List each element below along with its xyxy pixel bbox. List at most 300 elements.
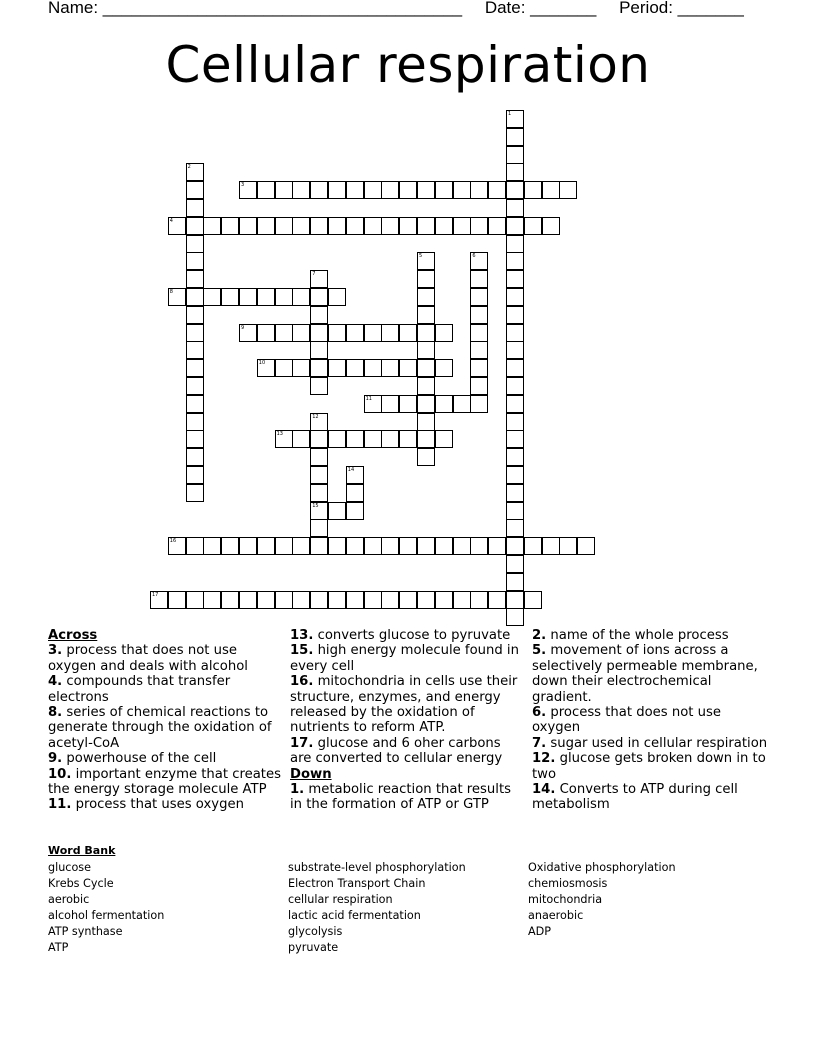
word-bank-item: chemiosmosis [528, 877, 608, 890]
grid-cell[interactable] [506, 217, 524, 235]
grid-cell[interactable] [470, 288, 488, 306]
grid-cell[interactable] [559, 537, 577, 555]
grid-cell[interactable] [310, 217, 328, 235]
grid-cell[interactable] [417, 537, 435, 555]
grid-cell[interactable] [346, 324, 364, 342]
clue-item [48, 797, 284, 812]
clue-number: 17. [290, 735, 314, 751]
grid-clue-number: 3 [241, 182, 245, 189]
clue-text: process that does not use oxygen [532, 705, 721, 736]
grid-cell[interactable] [168, 217, 186, 235]
grid-cell[interactable] [328, 591, 346, 609]
grid-cell[interactable] [203, 217, 221, 235]
grid-cell[interactable] [310, 181, 328, 199]
grid-cell[interactable] [417, 448, 435, 466]
grid-cell[interactable] [559, 181, 577, 199]
grid-cell[interactable] [506, 430, 524, 448]
grid-clue-number: 7 [312, 271, 316, 278]
grid-cell[interactable] [239, 181, 257, 199]
word-bank-column [48, 860, 164, 956]
grid-cell[interactable] [453, 217, 471, 235]
grid-cell[interactable] [417, 306, 435, 324]
grid-cell[interactable] [168, 591, 186, 609]
grid-cell[interactable] [203, 537, 221, 555]
grid-clue-number: 15 [312, 502, 319, 509]
grid-cell[interactable] [524, 217, 542, 235]
grid-cell[interactable] [417, 395, 435, 413]
clue-number: 7. [532, 735, 547, 751]
grid-cell[interactable] [470, 306, 488, 324]
grid-cell[interactable] [381, 181, 399, 199]
word-bank-item: pyruvate [288, 941, 339, 954]
grid-cell[interactable] [310, 306, 328, 324]
grid-cell[interactable] [292, 181, 310, 199]
grid-cell[interactable] [364, 430, 382, 448]
grid-cell[interactable] [381, 395, 399, 413]
grid-cell[interactable] [524, 537, 542, 555]
clue-text: series of chemical reactions to generate through the oxidation of acetyl-CoA [48, 705, 272, 751]
grid-cell[interactable] [186, 270, 204, 288]
grid-cell[interactable] [506, 555, 524, 573]
grid-cell[interactable] [328, 430, 346, 448]
grid-cell[interactable] [488, 181, 506, 199]
grid-cell[interactable] [506, 608, 524, 626]
clue-number: 2. [532, 628, 547, 643]
grid-cell[interactable] [506, 146, 524, 164]
clue-text: important enzyme that creates the energy storage molecule ATP [48, 766, 281, 798]
grid-cell[interactable] [310, 466, 328, 484]
grid-cell[interactable] [470, 270, 488, 288]
grid-cell[interactable] [417, 288, 435, 306]
grid-cell[interactable] [417, 413, 435, 431]
clue-number: 14. [532, 782, 556, 798]
grid-cell[interactable] [506, 502, 524, 520]
across-heading: Across [48, 628, 98, 643]
word-bank-item: mitochondria [528, 893, 603, 906]
clue-text: powerhouse of the cell [62, 751, 217, 767]
grid-cell[interactable] [524, 591, 542, 609]
grid-cell[interactable] [470, 252, 488, 270]
grid-cell[interactable] [470, 324, 488, 342]
grid-cell[interactable] [275, 324, 293, 342]
grid-clue-number: 9 [241, 324, 245, 331]
grid-cell[interactable] [310, 359, 328, 377]
grid-cell[interactable] [381, 217, 399, 235]
clue-number: 16. [290, 674, 314, 690]
grid-cell[interactable] [542, 217, 560, 235]
grid-cell[interactable] [257, 537, 275, 555]
grid-cell[interactable] [239, 324, 257, 342]
grid-cell[interactable] [364, 217, 382, 235]
grid-cell[interactable] [186, 395, 204, 413]
clue-text: Converts to ATP during cell metabolism [532, 782, 738, 813]
clue-number: 6. [532, 705, 547, 721]
grid-cell[interactable] [506, 128, 524, 146]
grid-cell[interactable] [275, 181, 293, 199]
clue-number: 8. [48, 705, 63, 721]
grid-cell[interactable] [435, 217, 453, 235]
grid-cell[interactable] [310, 413, 328, 431]
grid-clue-number: 13 [276, 431, 283, 438]
grid-cell[interactable] [399, 181, 417, 199]
grid-cell[interactable] [292, 591, 310, 609]
grid-cell[interactable] [346, 484, 364, 502]
clues-column-2 [290, 628, 526, 813]
word-bank-item: anaerobic [528, 909, 584, 922]
grid-cell[interactable] [453, 591, 471, 609]
clue-text: glucose gets broken down in to two [532, 751, 766, 782]
grid-cell[interactable] [346, 359, 364, 377]
clue-number: 1. [290, 782, 305, 798]
grid-cell[interactable] [275, 288, 293, 306]
grid-cell[interactable] [186, 448, 204, 466]
grid-cell[interactable] [506, 395, 524, 413]
grid-cell[interactable] [257, 288, 275, 306]
clue-item [48, 751, 284, 766]
grid-clue-number: 10 [258, 360, 266, 367]
grid-cell[interactable] [417, 324, 435, 342]
grid-cell[interactable] [506, 306, 524, 324]
clue-number: 9. [48, 751, 63, 767]
word-bank-item: glycolysis [288, 925, 343, 938]
grid-cell[interactable] [506, 519, 524, 537]
grid-cell[interactable] [399, 395, 417, 413]
grid-cell[interactable] [435, 359, 453, 377]
grid-cell[interactable] [453, 395, 471, 413]
grid-cell[interactable] [346, 181, 364, 199]
grid-cell[interactable] [364, 591, 382, 609]
grid-cell[interactable] [328, 502, 346, 520]
grid-cell[interactable] [577, 537, 595, 555]
grid-cell[interactable] [470, 591, 488, 609]
grid-cell[interactable] [417, 591, 435, 609]
grid-cell[interactable] [506, 270, 524, 288]
grid-cell[interactable] [417, 359, 435, 377]
grid-cell[interactable] [417, 377, 435, 395]
grid-cell[interactable] [417, 341, 435, 359]
clue-item [290, 782, 526, 813]
grid-clue-number: 17 [152, 591, 159, 598]
grid-cell[interactable] [186, 377, 204, 395]
grid-cell[interactable] [364, 324, 382, 342]
grid-cell[interactable] [435, 181, 453, 199]
grid-cell[interactable] [399, 324, 417, 342]
period-field-label[interactable]: Period: _______ [619, 0, 744, 17]
grid-cell[interactable] [328, 288, 346, 306]
grid-cell[interactable] [435, 395, 453, 413]
grid-cell[interactable] [399, 591, 417, 609]
grid-cell[interactable] [186, 484, 204, 502]
clue-item [290, 674, 526, 736]
grid-clue-number: 16 [169, 538, 177, 545]
grid-cell[interactable] [310, 484, 328, 502]
grid-cell[interactable] [310, 502, 328, 520]
clues-column-3 [532, 628, 772, 813]
grid-cell[interactable] [186, 413, 204, 431]
clue-number: 4. [48, 674, 63, 690]
grid-cell[interactable] [524, 181, 542, 199]
grid-cell[interactable] [506, 252, 524, 270]
grid-cell[interactable] [470, 341, 488, 359]
clue-number: 11. [48, 797, 72, 813]
grid-cell[interactable] [186, 235, 204, 253]
grid-cell[interactable] [239, 288, 257, 306]
across-clue-list [48, 643, 284, 812]
grid-cell[interactable] [435, 537, 453, 555]
word-bank-item: ATP synthase [48, 925, 123, 938]
word-bank-column [528, 860, 676, 940]
grid-cell[interactable] [506, 163, 524, 181]
grid-cell[interactable] [417, 181, 435, 199]
grid-cell[interactable] [310, 341, 328, 359]
grid-cell[interactable] [239, 217, 257, 235]
word-bank-item: aerobic [48, 893, 90, 906]
clue-number: 10. [48, 766, 72, 782]
grid-cell[interactable] [292, 324, 310, 342]
grid-cell[interactable] [381, 537, 399, 555]
grid-cell[interactable] [150, 591, 168, 609]
grid-cell[interactable] [310, 448, 328, 466]
grid-cell[interactable] [221, 591, 239, 609]
down-clue-list [532, 628, 772, 813]
grid-clue-number: 4 [169, 217, 173, 224]
grid-cell[interactable] [328, 359, 346, 377]
grid-cell[interactable] [364, 395, 382, 413]
grid-clue-number: 12 [312, 413, 319, 420]
grid-cell[interactable] [275, 359, 293, 377]
grid-cell[interactable] [239, 591, 257, 609]
grid-cell[interactable] [310, 519, 328, 537]
down-heading: Down [290, 766, 332, 782]
clue-item [48, 674, 284, 705]
grid-cell[interactable] [470, 217, 488, 235]
grid-cell[interactable] [381, 324, 399, 342]
grid-cell[interactable] [542, 537, 560, 555]
grid-cell[interactable] [470, 537, 488, 555]
clue-text: glucose and 6 oher carbons are converted to cellular energy [290, 735, 503, 767]
grid-cell[interactable] [381, 430, 399, 448]
grid-cell[interactable] [506, 591, 524, 609]
grid-cell[interactable] [488, 591, 506, 609]
grid-cell[interactable] [417, 217, 435, 235]
grid-cell[interactable] [239, 537, 257, 555]
grid-cell[interactable] [506, 377, 524, 395]
grid-cell[interactable] [186, 537, 204, 555]
grid-cell[interactable] [275, 537, 293, 555]
grid-cell[interactable] [435, 324, 453, 342]
grid-cell[interactable] [506, 537, 524, 555]
grid-clue-number: 11 [365, 395, 372, 402]
grid-cell[interactable] [470, 181, 488, 199]
grid-cell[interactable] [186, 217, 204, 235]
grid-cell[interactable] [364, 181, 382, 199]
grid-cell[interactable] [346, 430, 364, 448]
grid-cell[interactable] [186, 181, 204, 199]
clue-text: high energy molecule found in every cell [290, 643, 519, 674]
word-bank-column [288, 860, 466, 956]
page-title: Cellular respiration [165, 36, 651, 94]
grid-cell[interactable] [470, 377, 488, 395]
grid-cell[interactable] [203, 288, 221, 306]
clue-text: sugar used in cellular respiration [546, 735, 768, 751]
grid-cell[interactable] [506, 573, 524, 591]
grid-clue-number: 8 [169, 289, 173, 295]
grid-cell[interactable] [435, 591, 453, 609]
grid-cell[interactable] [310, 591, 328, 609]
grid-cell[interactable] [186, 324, 204, 342]
grid-cell[interactable] [417, 430, 435, 448]
word-bank-item: ADP [528, 925, 552, 938]
grid-cell[interactable] [221, 288, 239, 306]
grid-clue-number: 2 [187, 164, 191, 171]
clue-item [48, 767, 284, 798]
clue-item [532, 751, 772, 782]
grid-cell[interactable] [506, 181, 524, 199]
word-bank-title: Word Bank [48, 844, 116, 857]
clue-item [290, 736, 526, 767]
clue-item [532, 643, 772, 705]
clue-number: 13. [290, 628, 314, 643]
clue-item [48, 643, 284, 674]
grid-cell[interactable] [292, 217, 310, 235]
grid-cell[interactable] [506, 288, 524, 306]
word-bank-item: Oxidative phosphorylation [528, 861, 676, 874]
grid-cell[interactable] [506, 199, 524, 217]
grid-cell[interactable] [310, 324, 328, 342]
grid-cell[interactable] [506, 235, 524, 253]
grid-cell[interactable] [542, 181, 560, 199]
word-bank-item: glucose [48, 861, 92, 874]
grid-cell[interactable] [257, 181, 275, 199]
grid-cell[interactable] [435, 430, 453, 448]
grid-cell[interactable] [346, 217, 364, 235]
grid-cell[interactable] [186, 591, 204, 609]
clue-item [290, 643, 526, 674]
grid-cell[interactable] [186, 359, 204, 377]
grid-cell[interactable] [364, 359, 382, 377]
grid-cell[interactable] [506, 466, 524, 484]
grid-cell[interactable] [186, 306, 204, 324]
clue-item [532, 628, 772, 643]
clue-number: 5. [532, 643, 547, 659]
grid-cell[interactable] [346, 502, 364, 520]
clues-column-1 [48, 628, 284, 813]
grid-cell[interactable] [257, 591, 275, 609]
grid-cell[interactable] [346, 466, 364, 484]
grid-cell[interactable] [417, 252, 435, 270]
grid-clue-number: 1 [508, 111, 512, 117]
name-field-label[interactable]: Name: ______________________________________ [48, 0, 463, 17]
grid-cell[interactable] [399, 537, 417, 555]
grid-cell[interactable] [168, 537, 186, 555]
grid-cell[interactable] [453, 537, 471, 555]
grid-cell[interactable] [328, 217, 346, 235]
grid-cell[interactable] [328, 324, 346, 342]
grid-cell[interactable] [292, 359, 310, 377]
grid-cell[interactable] [488, 217, 506, 235]
grid-cell[interactable] [275, 217, 293, 235]
grid-cell[interactable] [186, 466, 204, 484]
grid-cell[interactable] [221, 537, 239, 555]
grid-cell[interactable] [203, 591, 221, 609]
grid-cell[interactable] [506, 324, 524, 342]
grid-cell[interactable] [470, 359, 488, 377]
grid-cell[interactable] [292, 537, 310, 555]
grid-cell[interactable] [186, 430, 204, 448]
grid-cell[interactable] [506, 484, 524, 502]
grid-cell[interactable] [221, 217, 239, 235]
grid-cell[interactable] [186, 163, 204, 181]
grid-cell[interactable] [399, 430, 417, 448]
grid-cell[interactable] [506, 413, 524, 431]
word-bank-item: cellular respiration [288, 893, 393, 906]
grid-cell[interactable] [186, 288, 204, 306]
grid-clue-number: 14 [347, 467, 355, 473]
clue-text: process that uses oxygen [71, 797, 244, 813]
grid-cell[interactable] [488, 537, 506, 555]
grid-cell[interactable] [470, 395, 488, 413]
grid-cell[interactable] [186, 341, 204, 359]
grid-cell[interactable] [453, 181, 471, 199]
word-bank-item: substrate-level phosphorylation [288, 861, 466, 874]
grid-cell[interactable] [275, 430, 293, 448]
grid-cell[interactable] [310, 270, 328, 288]
grid-cell[interactable] [186, 199, 204, 217]
grid-cell[interactable] [506, 341, 524, 359]
grid-cell[interactable] [257, 217, 275, 235]
grid-cell[interactable] [381, 591, 399, 609]
grid-cell[interactable] [346, 537, 364, 555]
clue-text: movement of ions across a selectively permeable membrane, down their electrochemical gradient. [532, 643, 758, 705]
grid-cell[interactable] [292, 430, 310, 448]
grid-cell[interactable] [417, 270, 435, 288]
word-bank-item: ATP [48, 941, 69, 954]
grid-cell[interactable] [310, 377, 328, 395]
clue-text: metabolic reaction that results in the formation of ATP or GTP [290, 782, 511, 813]
clue-text: process that does not use oxygen and deals with alcohol [48, 643, 248, 674]
grid-cell[interactable] [257, 359, 275, 377]
word-bank-item: lactic acid fermentation [288, 909, 421, 922]
grid-cell[interactable] [328, 181, 346, 199]
clue-number: 3. [48, 643, 63, 659]
grid-cell[interactable] [292, 288, 310, 306]
grid-cell[interactable] [310, 430, 328, 448]
word-bank-item: alcohol fermentation [48, 909, 165, 922]
grid-cell[interactable] [506, 359, 524, 377]
grid-cell[interactable] [257, 324, 275, 342]
grid-cell[interactable] [381, 359, 399, 377]
clue-item [290, 628, 526, 643]
grid-cell[interactable] [506, 110, 524, 128]
clue-text: converts glucose to pyruvate [313, 628, 511, 643]
grid-cell[interactable] [399, 359, 417, 377]
word-bank-item: Electron Transport Chain [288, 877, 426, 890]
grid-cell[interactable] [310, 288, 328, 306]
word-bank-item: Krebs Cycle [48, 877, 114, 890]
grid-cell[interactable] [346, 591, 364, 609]
grid-clue-number: 5 [419, 253, 423, 260]
grid-cell[interactable] [275, 591, 293, 609]
clue-text: name of the whole process [546, 628, 729, 643]
date-field-label[interactable]: Date: _______ [484, 0, 597, 17]
grid-cell[interactable] [399, 217, 417, 235]
grid-cell[interactable] [186, 252, 204, 270]
grid-cell[interactable] [328, 537, 346, 555]
grid-cell[interactable] [506, 448, 524, 466]
grid-cell[interactable] [310, 537, 328, 555]
grid-cell[interactable] [364, 537, 382, 555]
grid-cell[interactable] [168, 288, 186, 306]
